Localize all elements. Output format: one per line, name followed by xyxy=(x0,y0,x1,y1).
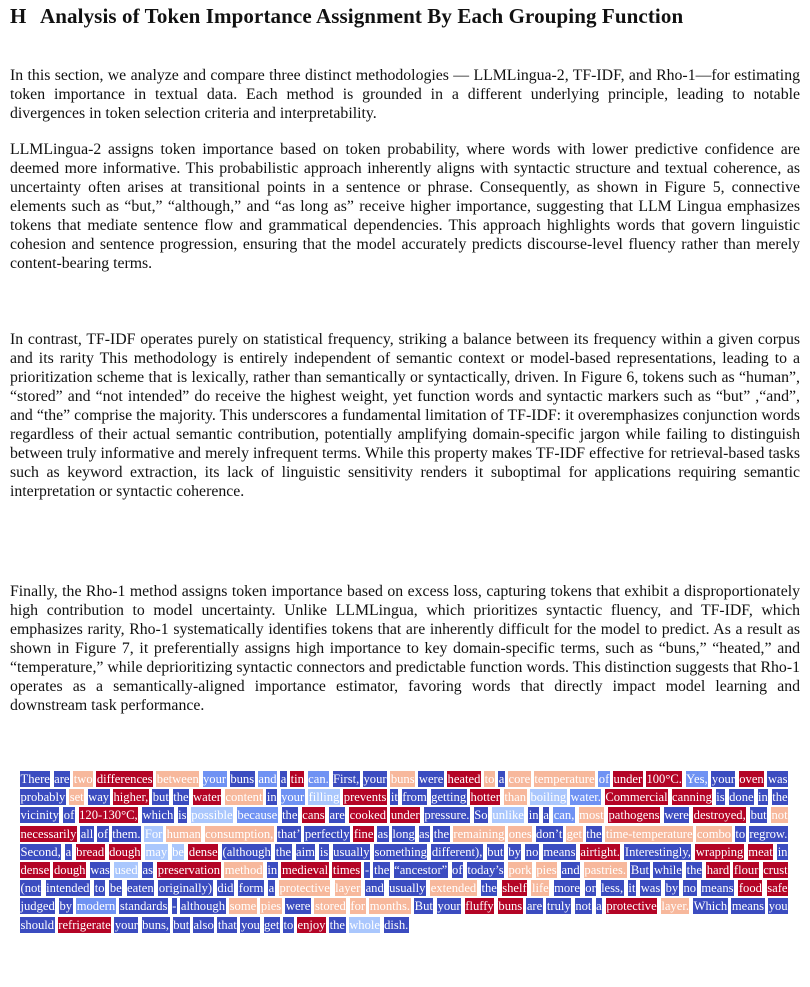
token-highlight: but xyxy=(487,844,504,859)
token-highlight: boiling xyxy=(530,790,567,805)
token-highlight: all xyxy=(80,826,94,841)
token-highlight: regrow. xyxy=(749,826,788,841)
token-highlight: heated xyxy=(447,772,481,786)
token-highlight: airtight. xyxy=(580,844,620,859)
token-highlight: by xyxy=(59,899,73,914)
token-highlight: the xyxy=(373,863,390,878)
token-highlight: a xyxy=(268,881,275,896)
token-highlight: to xyxy=(283,917,294,932)
token-highlight: were xyxy=(285,899,311,914)
token-highlight: protective xyxy=(606,899,657,914)
section-heading xyxy=(10,4,810,29)
token-highlight: pork xyxy=(508,863,532,878)
token-highlight: ones xyxy=(508,826,532,841)
token-highlight: them. xyxy=(112,826,141,841)
token-highlight: pathogens xyxy=(608,808,660,823)
token-highlight: But xyxy=(414,899,433,914)
token-highlight: eaten xyxy=(127,881,154,896)
token-highlight: no xyxy=(683,881,697,896)
token-highlight: hotter xyxy=(470,790,500,805)
token-highlight: under xyxy=(390,808,420,823)
token-highlight: your xyxy=(114,917,138,932)
token-highlight: something xyxy=(374,844,427,859)
paragraph-intro: In this section, we analyze and compare three distinct methodologies — LLMLingua-2, TF-IDF, and Rho-1—for estimating token importance in textual data. Each method is grounded in a different underlying principle, leading to notable divergences in token selection criteria and interpretability. xyxy=(10,66,800,122)
token-highlight: can. xyxy=(308,772,329,786)
token-highlight: long xyxy=(392,826,415,841)
token-highlight: to xyxy=(94,881,105,896)
token-highlight: dish. xyxy=(384,917,409,932)
token-highlight: as xyxy=(377,826,389,841)
token-highlight: the xyxy=(173,790,189,805)
token-highlight: truly xyxy=(546,899,571,914)
token-highlight: were xyxy=(418,772,444,786)
token-highlight: no xyxy=(525,844,539,859)
token-highlight: can, xyxy=(553,808,575,823)
token-highlight: hard xyxy=(706,863,730,878)
section-title-text: Analysis of Token Importance Assignment By Each Grouping Function xyxy=(40,4,684,28)
token-highlight: Which xyxy=(693,899,728,914)
token-highlight: be xyxy=(109,881,122,896)
token-highlight: but xyxy=(750,808,767,823)
token-highlight: standards xyxy=(119,899,168,914)
token-highlight: not xyxy=(575,899,592,914)
token-highlight: remaining xyxy=(453,826,505,841)
token-highlight: food xyxy=(738,881,762,896)
token-highlight: shelf xyxy=(502,881,527,896)
token-highlight: you xyxy=(240,917,260,932)
token-highlight: buns xyxy=(230,772,255,786)
token-highlight: may xyxy=(145,844,168,859)
token-highlight: higher, xyxy=(113,790,149,805)
token-highlight: some xyxy=(229,899,257,914)
token-highlight: and xyxy=(258,772,277,786)
token-highlight: flour xyxy=(733,863,759,878)
token-highlight: get xyxy=(264,917,280,932)
token-highlight: of xyxy=(598,772,610,786)
token-highlight: For xyxy=(144,826,163,841)
token-highlight: dough xyxy=(53,863,86,878)
token-highlight: - xyxy=(364,863,370,878)
token-highlight: perfectly xyxy=(304,826,350,841)
token-highlight: used xyxy=(114,863,138,878)
token-highlight: - xyxy=(172,899,177,914)
token-highlight: life xyxy=(531,881,549,896)
token-highlight: Second, xyxy=(20,844,61,859)
token-highlight: a xyxy=(596,899,602,914)
token-highlight: temperature xyxy=(534,772,595,786)
token-highlight: two xyxy=(73,772,93,786)
token-highlight: pastries. xyxy=(584,863,627,878)
token-highlight: it xyxy=(628,881,636,896)
token-highlight: is xyxy=(319,844,329,859)
token-highlight: judged xyxy=(20,899,55,914)
token-highlight: wrapping xyxy=(695,844,744,859)
token-highlight: getting xyxy=(431,790,467,805)
token-highlight: crust xyxy=(763,863,788,878)
token-highlight: did xyxy=(217,881,234,896)
token-highlight: dough xyxy=(109,844,141,859)
token-highlight: most xyxy=(579,808,604,823)
token-highlight: was xyxy=(90,863,110,878)
token-highlight: usually xyxy=(389,881,426,896)
paragraph-rho1: Finally, the Rho-1 method assigns token importance based on excess loss, capturing tokens that exhibit a disproportionately high contribution to model uncertainty. Unlike LLMLingua, which prioritizes syntactic fluency, and TF-IDF, which emphasizes rarity, Rho-1 systematically identifies tokens that are inherently difficult for the model to predict. As a result as shown in Figure 7, it preferentially assigns high importance to key domain-specific terms, such as “buns,” “heated,” and “temperature,” while deprioritizing syntactic connectors and predictable function words. This distinction suggests that Rho-1 operates as a semantically-aligned importance estimator, favoring words that directly impact model learning and downstream task performance. xyxy=(10,582,800,714)
token-highlight: your xyxy=(281,790,305,805)
token-importance-figure xyxy=(20,770,788,934)
token-highlight: layer. xyxy=(661,899,689,914)
token-highlight: destroyed, xyxy=(693,808,746,823)
token-highlight: meat xyxy=(748,844,773,859)
token-highlight: consumption, xyxy=(205,826,274,841)
token-highlight: differences xyxy=(96,772,153,786)
token-highlight: not xyxy=(771,808,788,823)
token-highlight: aim xyxy=(296,844,315,859)
token-highlight: layer xyxy=(335,881,361,896)
paragraph-tfidf: In contrast, TF-IDF operates purely on statistical frequency, striking a balance between its frequency within a given corpus and its rarity This methodology is entirely independent of semantic context or model-based representations, leading to a prioritization scheme that is lexically, rather than semantically or syntactically, driven. In Figure 6, tokens such as “human”, “stored” and “not intended” do receive the highest weight, yet function words and syntactic markers such as “but” ,“and”, and “the” comprise the majority. This underscores a fundamental limitation of TF-IDF: it overemphasizes conjunction words regardless of their actual semantic contribution, potentially amplifying domain-specific jargon while failing to distinguish between truly informative and merely infrequent terms. While this property makes TF-IDF effective for retrieval-based tasks such as keyword extraction, its lack of linguistic sensitivity renders it suboptimal for applications requiring semantic interpretation or syntactic coherence. xyxy=(10,330,800,500)
token-highlight: cooked xyxy=(349,808,387,823)
token-highlight: than xyxy=(504,790,527,805)
token-highlight: combo xyxy=(696,826,732,841)
token-highlight: in xyxy=(528,808,539,823)
token-highlight: is xyxy=(716,790,725,805)
token-highlight: that’ xyxy=(277,826,301,841)
token-highlight: get xyxy=(566,826,582,841)
token-highlight: pies xyxy=(260,899,282,914)
token-highlight: the xyxy=(686,863,702,878)
token-highlight: to xyxy=(484,772,495,786)
token-highlight: your xyxy=(203,772,227,786)
token-highlight: water xyxy=(193,790,221,805)
token-highlight: a xyxy=(65,844,72,859)
token-highlight: intended xyxy=(46,881,90,896)
token-highlight: But xyxy=(630,863,650,878)
token-highlight: usually xyxy=(333,844,370,859)
token-highlight: but xyxy=(152,790,169,805)
token-highlight: probably xyxy=(20,790,66,805)
token-highlight: in xyxy=(266,790,277,805)
token-highlight: a xyxy=(280,772,287,786)
token-highlight: water. xyxy=(570,790,601,805)
token-highlight: by xyxy=(508,844,521,859)
token-highlight: necessarily xyxy=(20,826,77,841)
token-highlight: There xyxy=(20,772,50,786)
token-highlight: core xyxy=(508,772,531,786)
token-highlight: under xyxy=(613,772,643,786)
token-highlight: filling xyxy=(308,790,340,805)
token-highlight: it xyxy=(390,790,398,805)
token-highlight: pressure. xyxy=(424,808,470,823)
token-highlight: and xyxy=(561,863,580,878)
token-highlight: (although xyxy=(222,844,271,859)
token-highlight: tin xyxy=(290,772,304,786)
token-highlight: cans xyxy=(302,808,325,823)
token-highlight: prevents xyxy=(343,790,387,805)
token-highlight: the xyxy=(329,917,346,932)
token-highlight: means xyxy=(543,844,576,859)
token-highlight: set xyxy=(69,790,84,805)
token-highlight: less, xyxy=(601,881,624,896)
token-highlight: in xyxy=(777,844,788,859)
token-highlight: times xyxy=(332,863,361,878)
token-highlight: you xyxy=(768,899,788,914)
token-highlight: content xyxy=(225,790,263,805)
token-highlight: to xyxy=(735,826,746,841)
token-highlight: “ancestor” xyxy=(394,863,448,878)
token-highlight: way xyxy=(88,790,110,805)
token-highlight: that xyxy=(217,917,237,932)
token-highlight: (not xyxy=(20,881,41,896)
token-highlight: as xyxy=(142,863,153,878)
token-highlight: possible xyxy=(191,808,233,823)
paragraph-llmlingua: LLMLingua-2 assigns token importance based on token probability, where words with lower predictive confidence are deemed more informative. This probabilistic approach inherently aligns with syntactic structure and textual coherence, as uncertainty often arises at transitional points in a sentence or phrase. Consequently, as shown in Figure 5, connective elements such as “but,” “although,” and “as long as” receive higher importance, suggesting that LLM Lingua emphasizes tokens that mediate sentence flow and grammatical dependencies. This approach highlights words that govern linguistic cohesion and sentence progression, ensuring that the model accurately predicts discourse-level fluency rather than merely content-bearing terms. xyxy=(10,140,800,272)
token-highlight: human xyxy=(166,826,201,841)
token-highlight: the xyxy=(282,808,298,823)
token-highlight: your xyxy=(437,899,461,914)
token-highlight: buns, xyxy=(142,917,170,932)
token-highlight: the xyxy=(481,881,497,896)
token-highlight: in xyxy=(267,863,278,878)
section-number: H xyxy=(10,4,27,28)
token-highlight: originally) xyxy=(158,881,213,896)
token-highlight: or xyxy=(585,881,596,896)
token-highlight: means xyxy=(731,899,765,914)
token-highlight: the xyxy=(586,826,602,841)
token-highlight: of xyxy=(452,863,463,878)
token-highlight: a xyxy=(498,772,505,786)
token-highlight: fine xyxy=(353,826,374,841)
token-highlight: by xyxy=(665,881,679,896)
token-highlight: are xyxy=(526,899,543,914)
token-highlight: are xyxy=(54,772,70,786)
token-highlight: oven xyxy=(739,772,764,786)
token-highlight: extended xyxy=(430,881,477,896)
token-highlight: done xyxy=(729,790,754,805)
token-highlight: buns xyxy=(390,772,415,786)
token-highlight: First, xyxy=(333,772,360,786)
token-highlight: the xyxy=(433,826,450,841)
token-highlight: although xyxy=(180,899,225,914)
token-highlight: safe xyxy=(767,881,788,896)
token-highlight: buns xyxy=(498,899,523,914)
token-highlight: but xyxy=(173,917,190,932)
token-highlight: different), xyxy=(431,844,483,859)
token-highlight: of xyxy=(63,808,75,823)
token-highlight: preservation xyxy=(157,863,221,878)
token-highlight: dense xyxy=(20,863,50,878)
token-highlight: 100°C. xyxy=(646,772,682,786)
token-highlight: medieval xyxy=(281,863,329,878)
token-highlight: as xyxy=(419,826,430,841)
token-highlight: unlike xyxy=(492,808,524,823)
token-highlight: stored xyxy=(314,899,346,914)
token-highlight: refrigerate xyxy=(58,917,111,932)
token-highlight: is xyxy=(178,808,187,823)
token-highlight: of xyxy=(97,826,109,841)
token-highlight: the xyxy=(772,790,788,805)
token-highlight: pies xyxy=(536,863,557,878)
token-highlight: Yes, xyxy=(686,772,708,786)
token-highlight: in xyxy=(758,790,768,805)
token-highlight: months. xyxy=(369,899,411,914)
token-highlight: while xyxy=(653,863,682,878)
token-highlight: Interestingly, xyxy=(624,844,691,859)
token-highlight: for xyxy=(350,899,366,914)
token-highlight: enjoy xyxy=(297,917,326,932)
token-highlight: time-temperature xyxy=(605,826,693,841)
token-highlight: were xyxy=(664,808,689,823)
token-highlight: whole xyxy=(349,917,380,932)
token-highlight: form xyxy=(238,881,264,896)
token-highlight: your xyxy=(363,772,387,786)
token-highlight: modern xyxy=(76,899,116,914)
token-highlight: because xyxy=(237,808,278,823)
token-highlight: and xyxy=(365,881,384,896)
token-highlight: protective xyxy=(279,881,330,896)
token-highlight: your xyxy=(711,772,735,786)
token-highlight: So xyxy=(474,808,488,823)
token-highlight: a xyxy=(543,808,549,823)
token-highlight: which xyxy=(142,808,174,823)
token-highlight: canning xyxy=(672,790,712,805)
token-highlight: between xyxy=(156,772,199,786)
token-highlight: means xyxy=(701,881,734,896)
token-highlight: should xyxy=(20,917,55,932)
token-highlight: don’t xyxy=(536,826,563,841)
token-highlight: dense xyxy=(188,844,218,859)
token-highlight: be xyxy=(172,844,184,859)
token-highlight: was xyxy=(767,772,788,786)
token-highlight: was xyxy=(640,881,661,896)
token-highlight: from xyxy=(402,790,427,805)
token-highlight: also xyxy=(193,917,214,932)
token-highlight: 120-130°C, xyxy=(79,808,138,823)
token-highlight: fluffy xyxy=(465,899,494,914)
token-highlight: method xyxy=(224,863,263,878)
token-highlight: vicinity xyxy=(20,808,59,823)
token-highlight: Commercial xyxy=(605,790,668,805)
token-highlight: bread xyxy=(76,844,105,859)
token-highlight: are xyxy=(329,808,345,823)
token-highlight: the xyxy=(275,844,292,859)
token-highlight: more xyxy=(554,881,580,896)
token-highlight: today’s xyxy=(467,863,504,878)
